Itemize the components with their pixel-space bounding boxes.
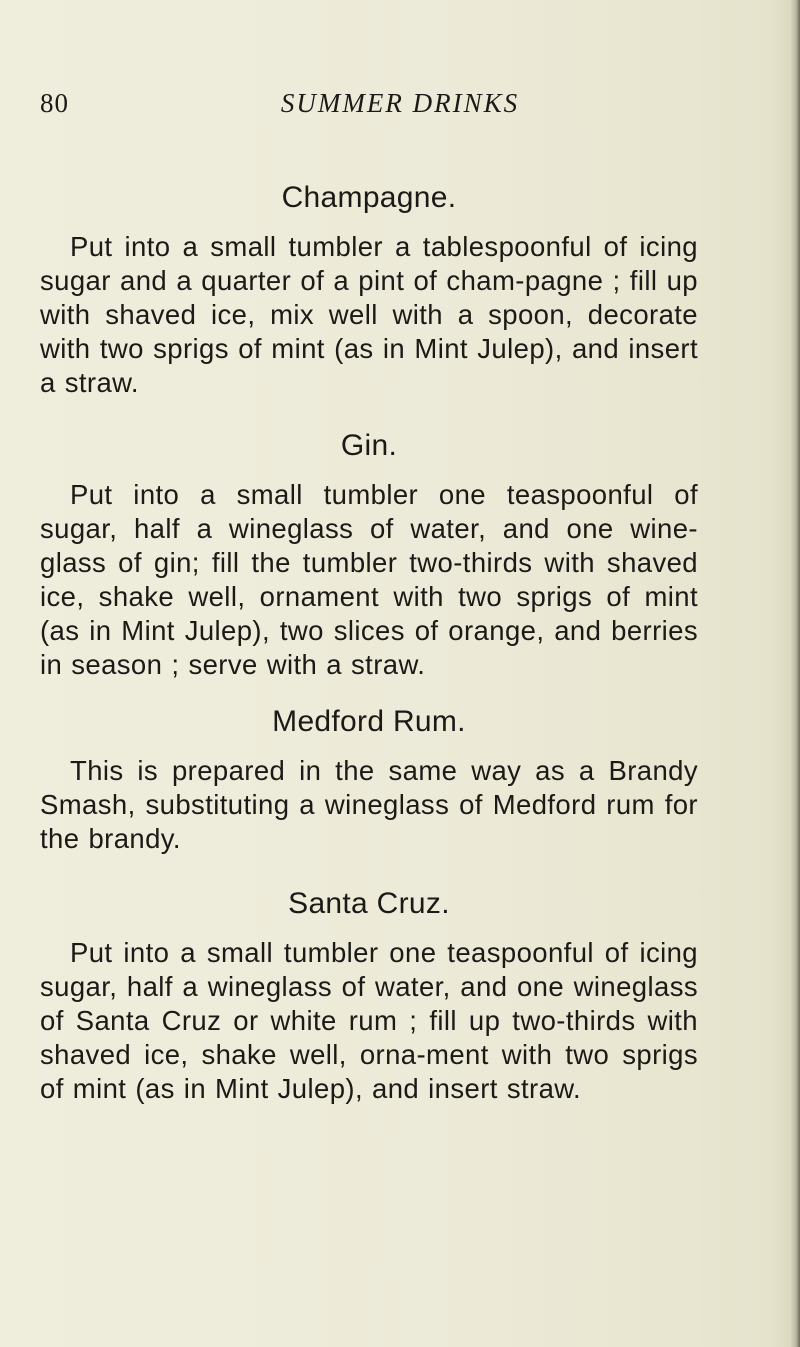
recipe-text: Put into a small tumbler a tablespoonful of icing sugar and a quarter of a pint of cham-pagne ; fill up with shaved ice, mix well with a spoon, decorate with two sprigs of mint (as in Mint Julep), and insert a straw. — [40, 231, 698, 398]
recipe-title: Santa Cruz. — [288, 887, 450, 920]
recipe-medford-rum — [40, 700, 698, 856]
recipe-santa-cruz — [40, 882, 698, 1106]
page-content — [40, 176, 698, 1106]
running-title: SUMMER DRINKS — [280, 88, 520, 118]
recipe-text: Put into a small tumbler one teaspoonful of sugar, half a wineglass of water, and one wine-glass of gin; fill the tumbler two-thirds with shaved ice, shake well, ornament with two sprigs of mint (as in Mint Julep), two slices of orange, and berries in season ; serve with a straw. — [40, 479, 698, 680]
recipe-title: Gin. — [340, 429, 398, 462]
recipe-title: Champagne. — [281, 181, 457, 214]
recipe-text: Put into a small tumbler one teaspoonful of icing sugar, half a wineglass of water, and one wineglass of Santa Cruz or white rum ; fill up two-thirds with shaved ice, shake well, orna-ment with two sprigs of mint (as in Mint Julep), and insert straw. — [40, 937, 698, 1104]
page-edge-shadow — [790, 0, 800, 1347]
recipe-champagne — [40, 176, 698, 400]
recipe-gin — [40, 424, 698, 682]
recipe-title: Medford Rum. — [272, 705, 466, 738]
running-head — [40, 88, 740, 128]
page-number: 80 — [40, 88, 69, 118]
recipe-text: This is prepared in the same way as a Brandy Smash, substituting a wineglass of Medford rum for the brandy. — [40, 755, 698, 854]
